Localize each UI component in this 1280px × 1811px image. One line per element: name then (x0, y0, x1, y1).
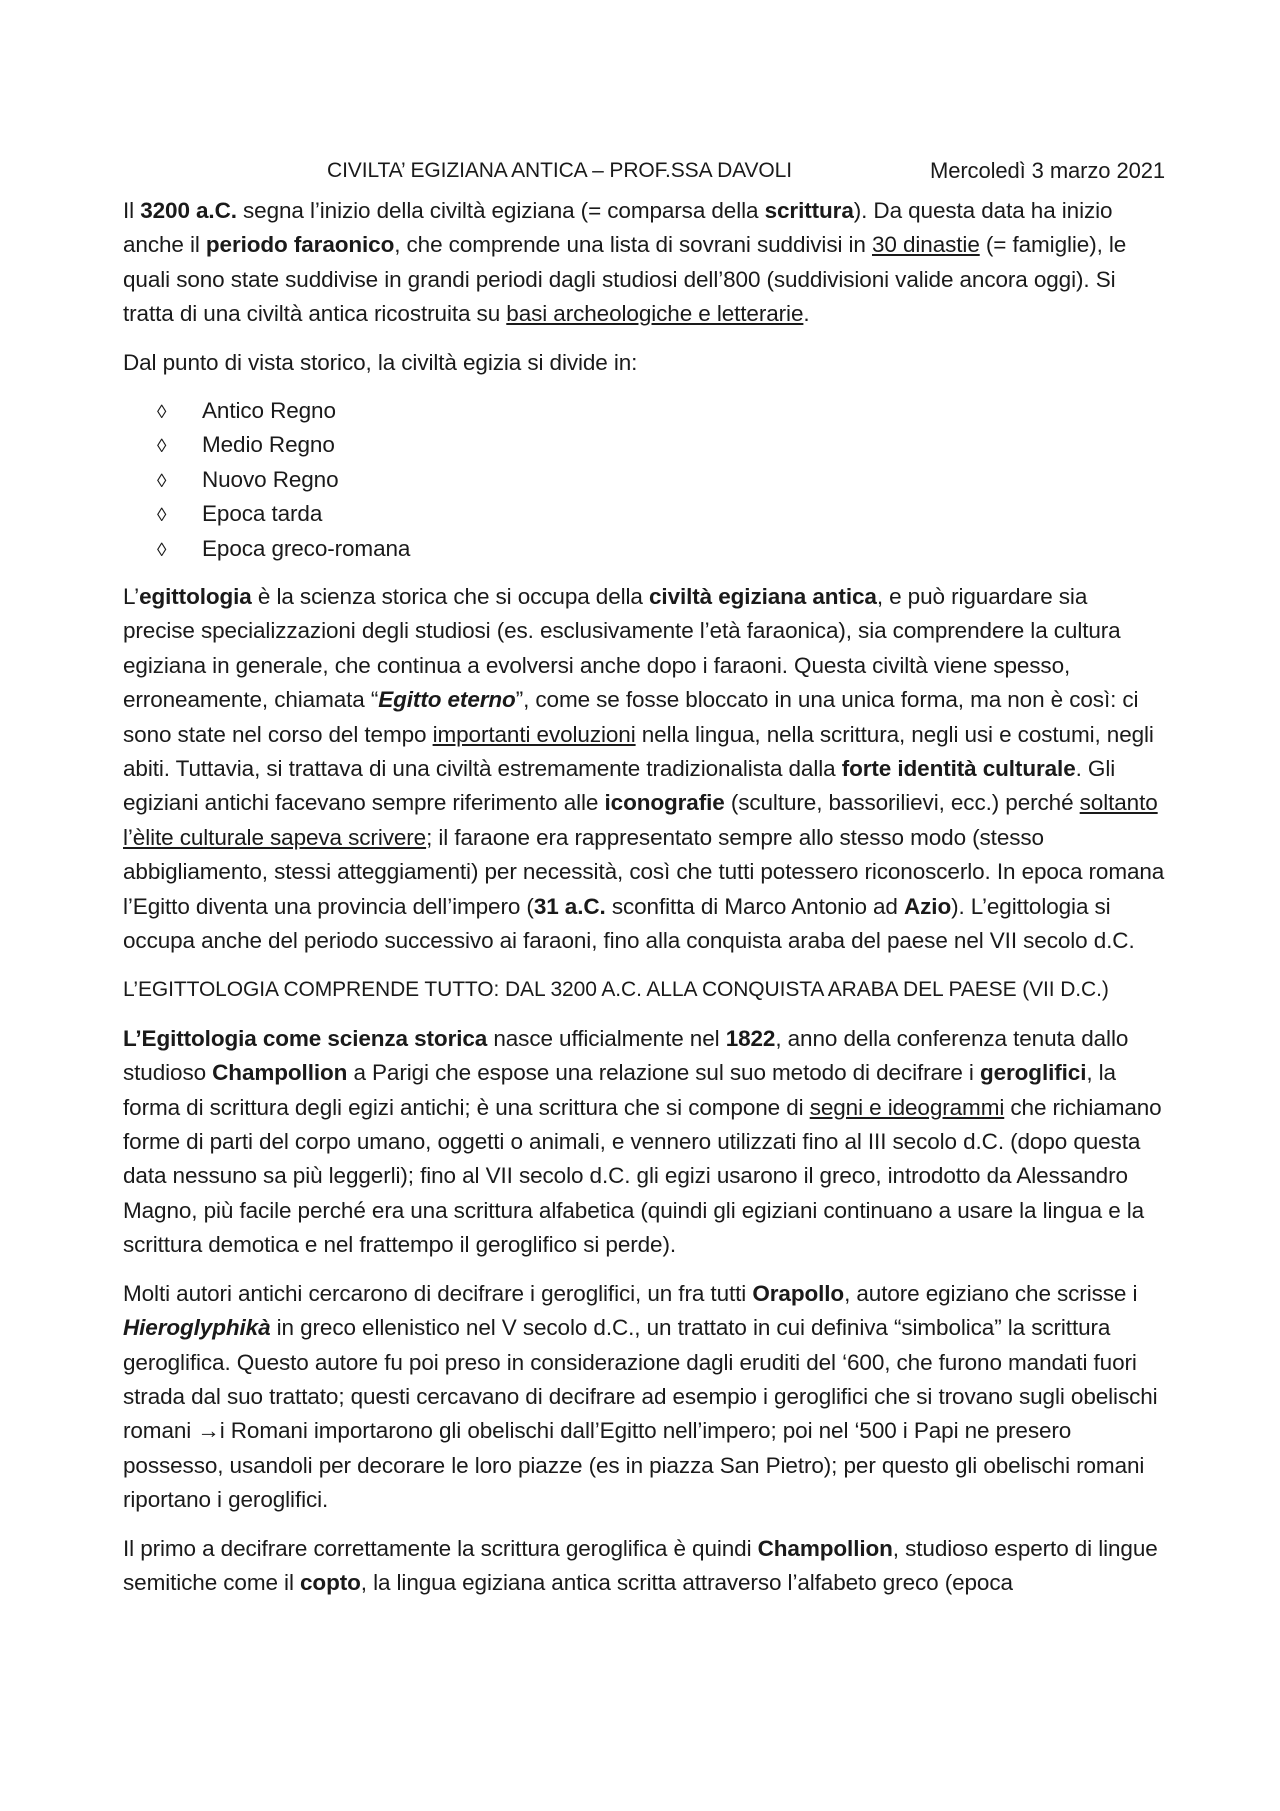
bold-text: forte identità culturale (841, 756, 1076, 782)
paragraph-periods-intro (123, 346, 1165, 380)
list-item-label: Medio Regno (202, 432, 335, 458)
bold-text: Hieroglyphikà (123, 1315, 271, 1341)
bold-text: periodo faraonico (205, 232, 395, 258)
text-run: in greco ellenistico nel V secolo d.C., un trattato in cui definiva “simbolica” la scrittura geroglifica. Questo autore fu poi preso in considerazione dagli eruditi del ‘600, che furono mandati fuori strada dal suo trattato; questi cercavano di decifrare ad esempio i geroglifici che si trovano sugli obelischi romani (123, 1315, 1158, 1444)
list-item (157, 463, 1165, 497)
paragraph-orapollo (123, 1277, 1165, 1518)
paragraph-summary-caps (123, 972, 1165, 1007)
text-run: . Gli egiziani antichi facevano sempre riferimento alle (123, 756, 1116, 816)
underlined-text: importanti evoluzioni (432, 721, 636, 747)
paragraph-champollion-1822 (123, 1022, 1165, 1263)
text-run: , e può riguardare sia precise specializzazioni degli studiosi (es. esclusivamente l’età faraonica), sia comprendere la cultura egiziana in generale, che continua a evolversi anche dopo i faraoni. Questa civiltà viene spesso, erroneamente, chiamata “ (123, 583, 1121, 713)
text-run: . (803, 301, 810, 327)
document-header (123, 150, 1165, 194)
diamond-bullet-icon: ◊ (157, 436, 167, 458)
text-run: (= famiglie), le quali sono state suddivise in grandi periodi dagli studiosi dell’800 (suddivisioni valide ancora oggi). Si tratta di una civiltà antica ricostruita su (123, 232, 1127, 327)
text-run: Il (123, 198, 141, 223)
bold-text: egittologia (139, 583, 252, 609)
bold-text: Champollion (212, 1060, 348, 1086)
text-run: ). Da questa data ha inizio anche il (123, 198, 1113, 258)
text-run: Molti autori antichi cercarono di decifrare i geroglifici, un fra tutti (123, 1280, 753, 1306)
list-item-label: Antico Regno (202, 398, 336, 424)
text-run: segna l’inizio della civiltà egiziana (= comparsa della (236, 198, 765, 223)
text-run: a Parigi che espose una relazione sul suo metodo di decifrare i (347, 1060, 980, 1086)
underlined-text: segni e ideogrammi (809, 1094, 1005, 1120)
bold-text: 3200 a.C. (140, 198, 237, 223)
text-run: ”, come se fosse bloccato in una unica forma, ma non è così: ci sono state nel corso del tempo (123, 687, 1139, 747)
list-item (157, 428, 1165, 462)
diamond-bullet-icon: ◊ (157, 539, 167, 561)
bold-text: Azio (904, 893, 952, 919)
list-item (157, 497, 1165, 531)
text-run: Il primo a decifrare correttamente la scrittura geroglifica è quindi (123, 1535, 758, 1561)
paragraph-intro (123, 194, 1165, 332)
list-item (157, 394, 1165, 428)
paragraph-egittologia (123, 580, 1165, 958)
bold-text: 31 a.C. (533, 893, 606, 919)
bold-text: copto (300, 1569, 361, 1595)
periods-list (123, 394, 1165, 566)
text-run: nasce ufficialmente nel (487, 1025, 726, 1051)
text-run: è la scienza storica che si occupa della (251, 583, 649, 609)
text-run: nella lingua, nella scrittura, negli usi e costumi, negli abiti. Tuttavia, si trattava di una civiltà estremamente tradizionalista dalla (123, 721, 1154, 782)
paragraph-champollion-decipher (123, 1532, 1165, 1601)
text-run: ). L’egittologia si occupa anche del periodo successivo ai faraoni, fino alla conquista araba del paese nel VII secolo d.C. (123, 893, 1135, 954)
diamond-bullet-icon: ◊ (157, 505, 167, 527)
document-title: CIVILTA’ EGIZIANA ANTICA – PROF.SSA DAVOLI (327, 159, 792, 182)
text-run: , la lingua egiziana antica scritta attraverso l’alfabeto greco (epoca (360, 1569, 1013, 1595)
text-run: i Romani importarono gli obelischi dall’Egitto nell’impero; poi nel ‘500 i Papi ne presero possesso, usandoli per decorare le loro piazze (es in piazza San Pietro); per questo gli obelischi romani riportano i geroglifici. (123, 1418, 1145, 1513)
underlined-text: 30 dinastie (872, 232, 980, 258)
text-run: che richiamano forme di parti del corpo umano, oggetti o animali, e vennero utilizzati fino al III secolo d.C. (dopo questa data nessuno sa più leggerli); fino al VII secolo d.C. gli egizi usarono il greco, introdotto da Alessandro Magno, più facile perché era una scrittura alfabetica (quindi gli egiziani continuano a usare la lingua e la scrittura demotica e nel frattempo il geroglifico si perde). (123, 1094, 1162, 1258)
bold-text: iconografie (604, 790, 725, 816)
bold-text: → (197, 1418, 220, 1444)
document-date: Mercoledì 3 marzo 2021 (929, 158, 1165, 183)
text-run: , che comprende una lista di sovrani suddivisi in (394, 232, 872, 258)
list-item-label: Nuovo Regno (202, 466, 339, 492)
text-run: ; il faraone era rappresentato sempre allo stesso modo (stesso abbigliamento, stessi atteggiamenti) per necessità, così che tutti potessero riconoscerlo. In epoca romana l’Egitto diventa una provincia dell’impero ( (123, 824, 1165, 919)
underlined-text: basi archeologiche e letterarie (506, 301, 804, 327)
bold-text: 1822 (725, 1025, 776, 1051)
list-item-label: Epoca tarda (202, 501, 323, 527)
text-run: L’ (123, 583, 140, 609)
bold-text: Champollion (757, 1535, 893, 1561)
text-run: (sculture, bassorilievi, ecc.) perché (724, 790, 1080, 816)
bold-text: Orapollo (752, 1280, 845, 1306)
bold-text: civiltà egiziana antica (649, 583, 877, 609)
bold-text: scrittura (764, 198, 854, 223)
bold-text: L’Egittologia come scienza storica (123, 1025, 488, 1051)
diamond-bullet-icon: ◊ (157, 402, 167, 424)
text-run: , la forma di scrittura degli egizi antichi; è una scrittura che si compone di (123, 1060, 1116, 1120)
text-run: sconfitta di Marco Antonio ad (605, 893, 904, 919)
bold-text: geroglifici (979, 1060, 1087, 1086)
diamond-bullet-icon: ◊ (157, 470, 167, 492)
list-item (157, 532, 1165, 566)
document-page (123, 150, 1165, 1614)
text-run: , studioso esperto di lingue semitiche come il (123, 1535, 1158, 1595)
text-run: Dal punto di vista storico, la civiltà egizia si divide in: (123, 349, 638, 375)
text-run: L’EGITTOLOGIA COMPRENDE TUTTO: DAL 3200 A.C. ALLA CONQUISTA ARABA DEL PAESE (VII D.C.) (123, 978, 1109, 1002)
text-run: , autore egiziano che scrisse i (844, 1280, 1138, 1306)
bold-text: Egitto eterno (378, 687, 516, 713)
underlined-text: soltanto l’èlite culturale sapeva scrivere (123, 790, 1158, 850)
list-item-label: Epoca greco-romana (202, 535, 411, 561)
text-run: , anno della conferenza tenuta dallo studioso (123, 1025, 1129, 1086)
